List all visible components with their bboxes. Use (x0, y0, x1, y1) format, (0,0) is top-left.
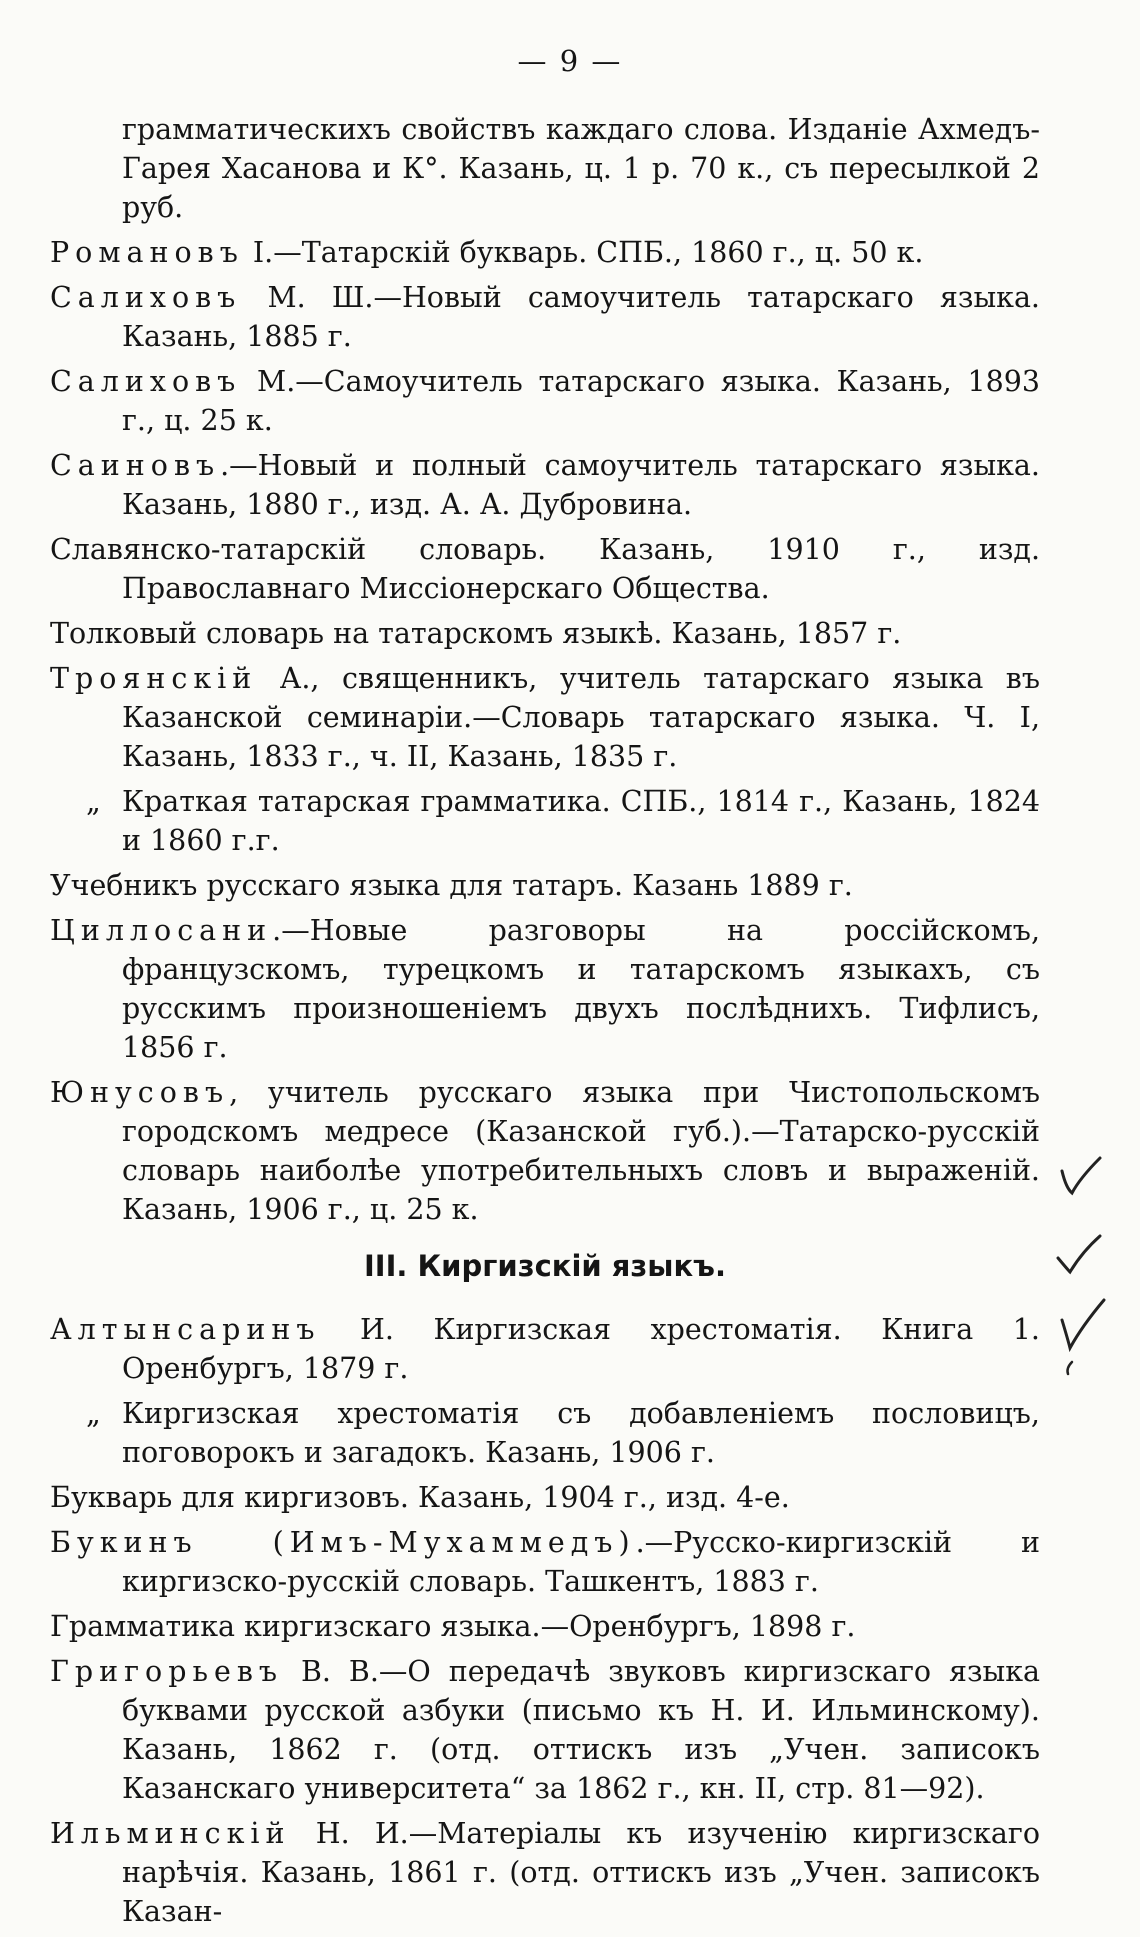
entry-text: Толковый словарь на татарскомъ языкѣ. Казань, 1857 г. (50, 617, 902, 650)
entry-text: , учитель русскаго языка при Чистопольскомъ городскомъ медресе (Казанской губ.).—Татарско-русскій словарь наиболѣе употребительныхъ словъ и выраженій. Казань, 1906 г., ц. 25 к. (122, 1076, 1040, 1226)
bibliography-entry (50, 1814, 1040, 1931)
entry-text: Н. И.—Матеріалы къ изученію киргизскаго нарѣчія. Казань, 1861 г. (отд. оттискъ изъ „Учен. записокъ Казан- (122, 1817, 1040, 1928)
section-heading-kirgiz: III. Киргизскій языкъ. (363, 1249, 726, 1283)
bibliography-entry (50, 1523, 1040, 1601)
entry-author: Салиховъ (50, 365, 242, 398)
bibliography-entry (50, 1073, 1040, 1229)
entry-author: Саиновъ (50, 449, 221, 482)
entry-text: М.—Самоучитель татарскаго языка. Казань, 1893 г., ц. 25 к. (122, 365, 1040, 437)
bibliography-entry (50, 530, 1040, 608)
bibliography-entry (50, 446, 1040, 524)
ditto-mark: „ (86, 785, 101, 818)
entry-text: И. Киргизская хрестоматія. Книга 1. Оренбургъ, 1879 г. (122, 1313, 1040, 1385)
entry-text: I.—Татарскій букварь. СПБ., 1860 г., ц. 50 к. (243, 236, 924, 269)
bibliography-entry (50, 278, 1040, 356)
bibliography-entry (50, 233, 1040, 272)
checkmark-1 (1062, 1158, 1100, 1193)
entry-author: Алтынсаринъ (50, 1313, 321, 1346)
entry-text: Букварь для киргизовъ. Казань, 1904 г., изд. 4-е. (50, 1481, 790, 1514)
entry-author: Букинъ (Имъ-Мухаммедъ) (50, 1526, 636, 1559)
entry-text: Славянско-татарскій словарь. Казань, 1910 г., изд. Православнаго Миссіонерскаго Общества. (50, 533, 1040, 605)
entry-text: .—Русско-киргизскій и киргизско-русскій словарь. Ташкентъ, 1883 г. (122, 1526, 1040, 1598)
entry-author: Салиховъ (50, 281, 242, 314)
bibliography-entry (50, 1652, 1040, 1808)
bibliography-text (50, 110, 1040, 1937)
entry-text: .—Новый и полный самоучитель татарскаго языка. Казань, 1880 г., изд. А. А. Дубровина. (122, 449, 1040, 521)
entry-text: грамматическихъ свойствъ каждаго слова. Изданіе Ахмедъ-Гарея Хасанова и К°. Казань, ц. 1 р. 70 к., съ пересылкой 2 руб. (122, 113, 1040, 224)
bibliography-entry (50, 782, 1040, 860)
bibliography-entry (50, 362, 1040, 440)
entry-text: В. В.—О передачѣ звуковъ киргизскаго языка буквами русской азбуки (письмо къ Н. И. Ильминскому). Казань, 1862 г. (отд. оттискъ изъ „Учен. записокъ Казанскаго университета“ за 1862 г., кн. II, стр. 81—92). (122, 1655, 1040, 1805)
entry-text: Киргизская хрестоматія съ добавленіемъ пословицъ, поговорокъ и загадокъ. Казань, 1906 г. (122, 1397, 1040, 1469)
tatar-bibliography-list (50, 110, 1040, 1229)
checkmark-3 (1062, 1300, 1104, 1348)
bibliography-entry (50, 614, 1040, 653)
bibliography-entry (50, 911, 1040, 1067)
entry-text: Краткая татарская грамматика. СПБ., 1814 г., Казань, 1824 и 1860 г.г. (122, 785, 1040, 857)
entry-author: Ильминскій (50, 1817, 291, 1850)
bibliography-entry (50, 1394, 1040, 1472)
bibliography-entry (50, 866, 1040, 905)
entry-text: .—Новые разговоры на россійскомъ, французскомъ, турецкомъ и татарскомъ языкахъ, съ русскимъ произношеніемъ двухъ послѣднихъ. Тифлисъ, 1856 г. (122, 914, 1040, 1064)
entry-text: Учебникъ русскаго языка для татаръ. Казань 1889 г. (50, 869, 853, 902)
checkmark-2 (1058, 1236, 1100, 1272)
page-number: — 9 — (517, 44, 623, 78)
ditto-mark: „ (86, 1397, 101, 1430)
entry-text: М. Ш.—Новый самоучитель татарскаго языка. Казань, 1885 г. (122, 281, 1040, 353)
check-tick-small (1068, 1362, 1073, 1374)
bibliography-entry (50, 659, 1040, 776)
entry-text: А., священникъ, учитель татарскаго языка въ Казанской семинаріи.—Словарь татарскаго языка. Ч. I, Казань, 1833 г., ч. II, Казань, 1835 г. (122, 662, 1040, 773)
entry-author: Григорьевъ (50, 1655, 284, 1688)
bibliography-entry (50, 1478, 1040, 1517)
entry-author: Троянскій (50, 662, 258, 695)
bibliography-entry (50, 110, 1040, 227)
bibliography-entry (50, 1310, 1040, 1388)
bibliography-entry (50, 1607, 1040, 1646)
entry-author: Циллосани (50, 914, 273, 947)
entry-author: Юнусовъ (50, 1076, 230, 1109)
entry-text: Грамматика киргизскаго языка.—Оренбургъ, 1898 г. (50, 1610, 856, 1643)
entry-author: Романовъ (50, 236, 244, 269)
kirgiz-bibliography-list (50, 1310, 1040, 1931)
